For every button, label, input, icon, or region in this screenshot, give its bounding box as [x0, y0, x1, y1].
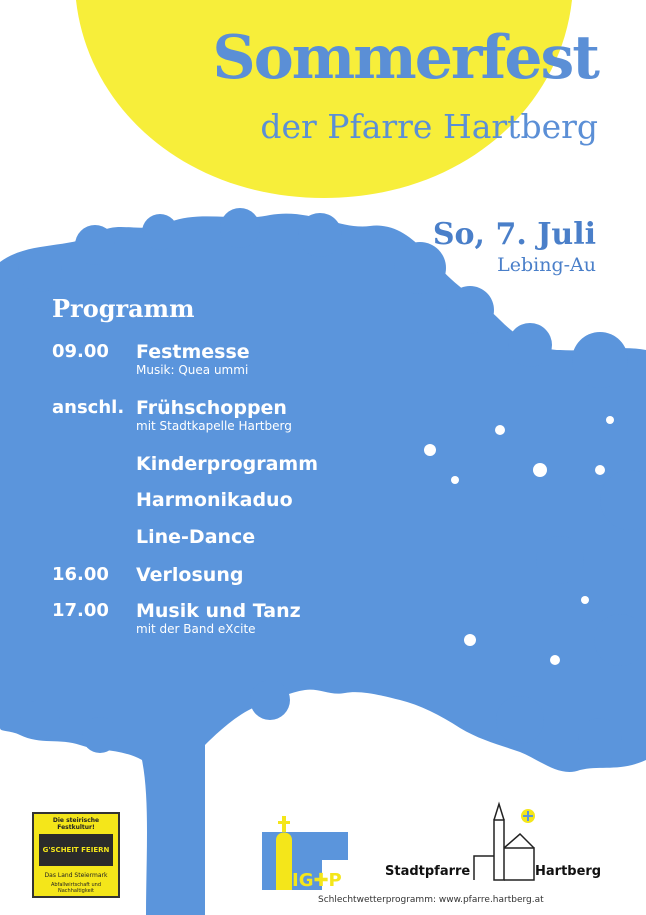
- program-name: Festmesse: [136, 341, 250, 363]
- event-location: Lebing-Au: [497, 254, 596, 276]
- church-icon: [470, 800, 536, 882]
- program-time: 17.00: [52, 600, 109, 621]
- gscheit-feiern-badge: [32, 812, 120, 898]
- event-date: So, 7. Juli: [432, 217, 596, 252]
- stadtpfarre-label: Stadtpfarre: [385, 864, 471, 879]
- hartberg-label: Hartberg: [535, 864, 602, 879]
- program-name: Musik und Tanz: [136, 600, 301, 622]
- badge-mid-text: G'SCHEIT FEIERN: [39, 834, 113, 866]
- program-time: anschl.: [52, 397, 125, 418]
- program-time: 16.00: [52, 564, 109, 585]
- poster-title: Sommerfest: [212, 23, 598, 93]
- program-name: Frühschoppen: [136, 397, 287, 419]
- program-time: 09.00: [52, 341, 109, 362]
- program-sub: Musik: Quea ummi: [136, 363, 249, 377]
- program-sub: mit der Band eXcite: [136, 622, 256, 636]
- chapel-icon: [262, 812, 348, 890]
- program-name: Verlosung: [136, 564, 244, 586]
- igfp-logo-text: IG✚P: [292, 870, 342, 890]
- program-heading: Programm: [52, 294, 195, 323]
- program-name: Harmonikaduo: [136, 489, 293, 511]
- poster-subtitle: der Pfarre Hartberg: [260, 107, 598, 146]
- program-name: Line-Dance: [136, 526, 256, 548]
- badge-bottom-text: Abfallwirtschaft und Nachhaltigkeit: [50, 882, 101, 894]
- badge-top-text: Die steirische Festkultur!: [52, 817, 100, 831]
- badge-land-text: Das Land Steiermark: [44, 872, 108, 879]
- program-name: Kinderprogramm: [136, 453, 319, 475]
- weather-footer: Schlechtwetterprogramm: www.pfarre.hartberg.at: [318, 895, 544, 905]
- program-sub: mit Stadtkapelle Hartberg: [136, 419, 292, 433]
